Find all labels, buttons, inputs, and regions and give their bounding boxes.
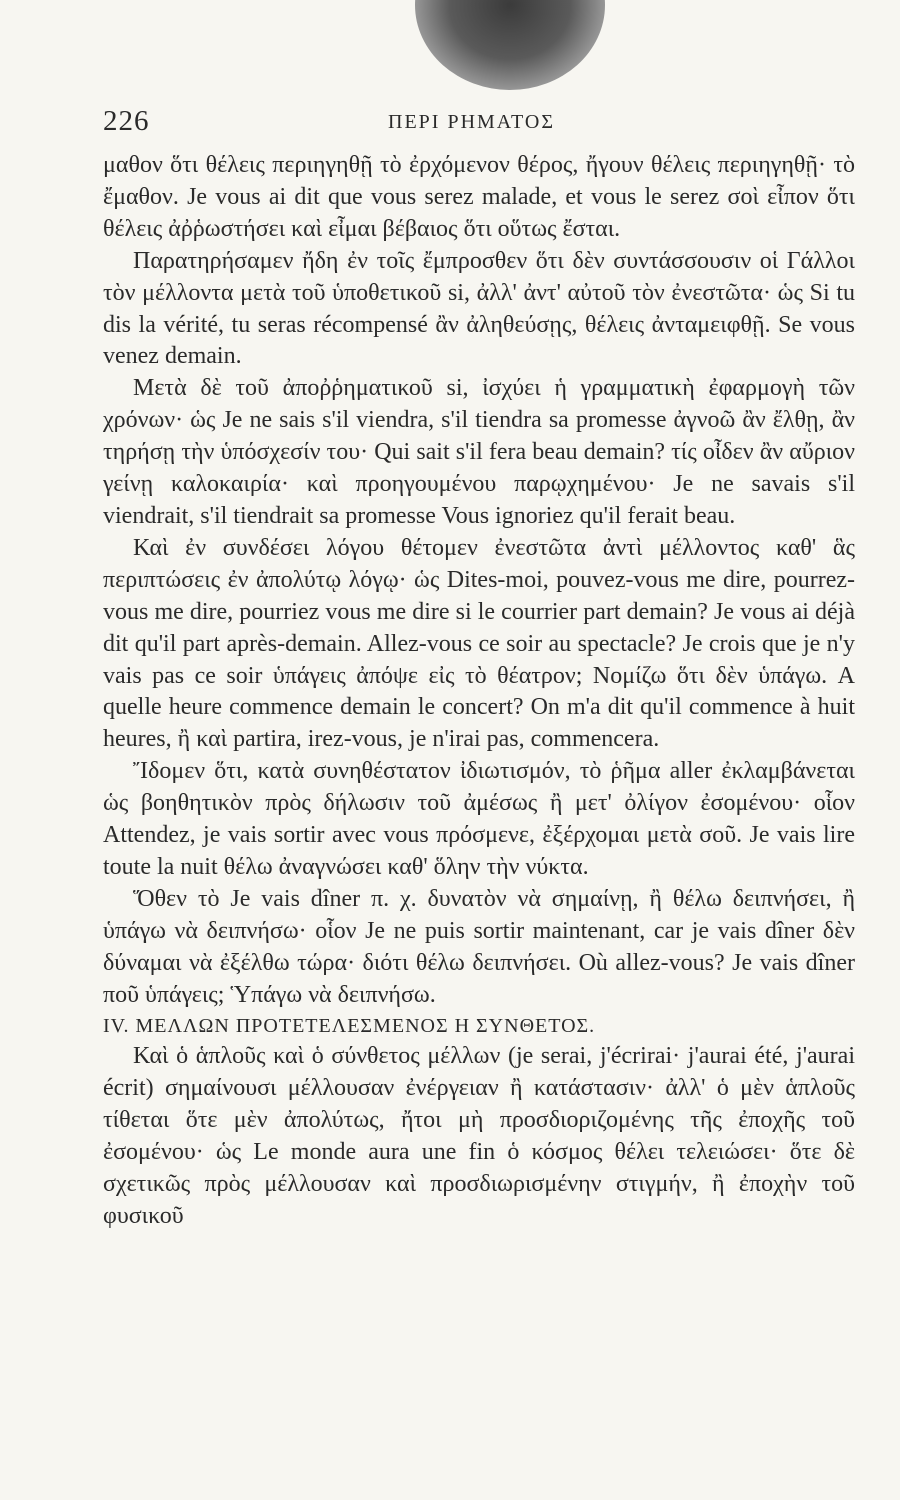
page-smudge [415,0,605,90]
page-header [103,105,840,145]
paragraph: Παρατηρήσαμεν ἤδη ἐν τοῖς ἔμπροσθεν ὅτι δὲν συντάσσουσιν οἱ Γάλλοι τὸν μέλλοντα μετὰ τοῦ ὑποθετικοῦ si, ἀλλ' ἀντ' αὐτοῦ τὸν ἐνεστῶτα· ὡς Si tu dis la vérité, tu seras récompensé ἂν ἀληθεύσῃς, θέλεις ἀνταμειφθῇ. Se vous venez demain. [103,247,855,370]
paragraph: Μετὰ δὲ τοῦ ἀποῤῥηματικοῦ si, ἰσχύει ἡ γραμματικὴ ἐφαρμογὴ τῶν χρόνων· ὡς Je ne sais s'il viendra, s'il tiendra sa promesse ἀγνοῶ ἂν ἔλθῃ, ἂν τηρήσῃ τὴν ὑπόσχεσίν του· Qui sait s'il fera beau demain? τίς οἶδεν ἂν αὔριον γείνῃ καλοκαιρία· καὶ προηγουμένου παρῳχημένου· Je ne savais s'il viendrait, s'il tiendrait sa promesse Vous ignoriez qu'il ferait beau. [103,375,855,529]
body-text [103,150,855,1233]
paragraph: Ἴδομεν ὅτι, κατὰ συνηθέστατον ἰδιωτισμόν, τὸ ῥῆμα aller ἐκλαμβάνεται ὡς βοηθητικὸν πρὸς δήλωσιν τοῦ ἀμέσως ἢ μετ' ὀλίγον ἐσομένου· οἷον Attendez, je vais sortir avec vous πρόσμενε, ἐξέρχομαι μετὰ σοῦ. Je vais lire toute la nuit θέλω ἀναγνώσει καθ' ὅλην τὴν νύκτα. [103,758,855,880]
paragraph: Καὶ ὁ ἁπλοῦς καὶ ὁ σύνθετος μέλλων (je serai, j'écrirai· j'aurai été, j'aurai écrit) σημαίνουσι μέλλουσαν ἐνέργειαν ἢ κατάστασιν· ἀλλ' ὁ μὲν ἁπλοῦς τίθεται ὅτε μὲν ἀπολύτως, ἤτοι μὴ προσδιοριζομένης τῆς ἐποχῆς τοῦ ἐσομένου· ὡς Le monde aura une fin ὁ κόσμος θέλει τελειώσει· ὅτε δὲ σχετικῶς πρὸς μέλλουσαν καὶ προσδιωρισμένην στιγμήν, ἢ ἐποχὴν τοῦ φυσικοῦ [103,1043,855,1229]
page-number: 226 [103,105,150,137]
paragraph: Καὶ ἐν συνδέσει λόγου θέτομεν ἐνεστῶτα ἀντὶ μέλλοντος καθ' ἃς περιπτώσεις ἐν ἀπολύτῳ λόγῳ· ὡς Dites-moi, pouvez-vous me dire, pourrez-vous me dire, pourriez vous me dire si le courrier part demain? Je vous ai déjà dit qu'il part après-demain. Allez-vous ce soir au spectacle? Je crois que je n'y vais pas ce soir ὑπάγεις ἀπόψε εἰς τὸ θέατρον; Νομίζω ὅτι δὲν ὑπάγω. A quelle heure commence demain le concert? On m'a dit qu'il commence à huit heures, ἢ καὶ partira, irez-vous, je n'irai pas, commencera. [103,534,855,753]
paragraph: Ὅθεν τὸ Je vais dîner π. χ. δυνατὸν νὰ σημαίνῃ, ἢ θέλω δειπνήσει, ἢ ὑπάγω νὰ δειπνήσω· οἷον Je ne puis sortir maintenant, car je vais dîner δὲν δύναμαι νὰ ἐξέλθω τώρα· διότι θέλω δειπνήσει. Où allez-vous? Je vais dîner ποῦ ὑπάγεις; Ὑπάγω νὰ δειπνήσω. [103,885,855,1008]
running-title: ΠΕΡΙ ΡΗΜΑΤΟΣ [388,111,555,133]
section-heading: IV. ΜΕΛΛΩΝ ΠΡΟΤΕΤΕΛΕΣΜΕΝΟΣ Η ΣΥΝΘΕΤΟΣ. [103,1015,596,1038]
paragraph: μαθον ὅτι θέλεις περιηγηθῇ τὸ ἐρχόμενον θέρος, ἤγουν θέλεις περιηγηθῇ· τὸ ἔμαθον. Je vous ai dit que vous serez malade, et vous le serez σοὶ εἶπον ὅτι θέλεις ἀῤῥωστήσει καὶ εἶμαι βέβαιος ὅτι οὕτως ἔσται. [103,152,855,242]
